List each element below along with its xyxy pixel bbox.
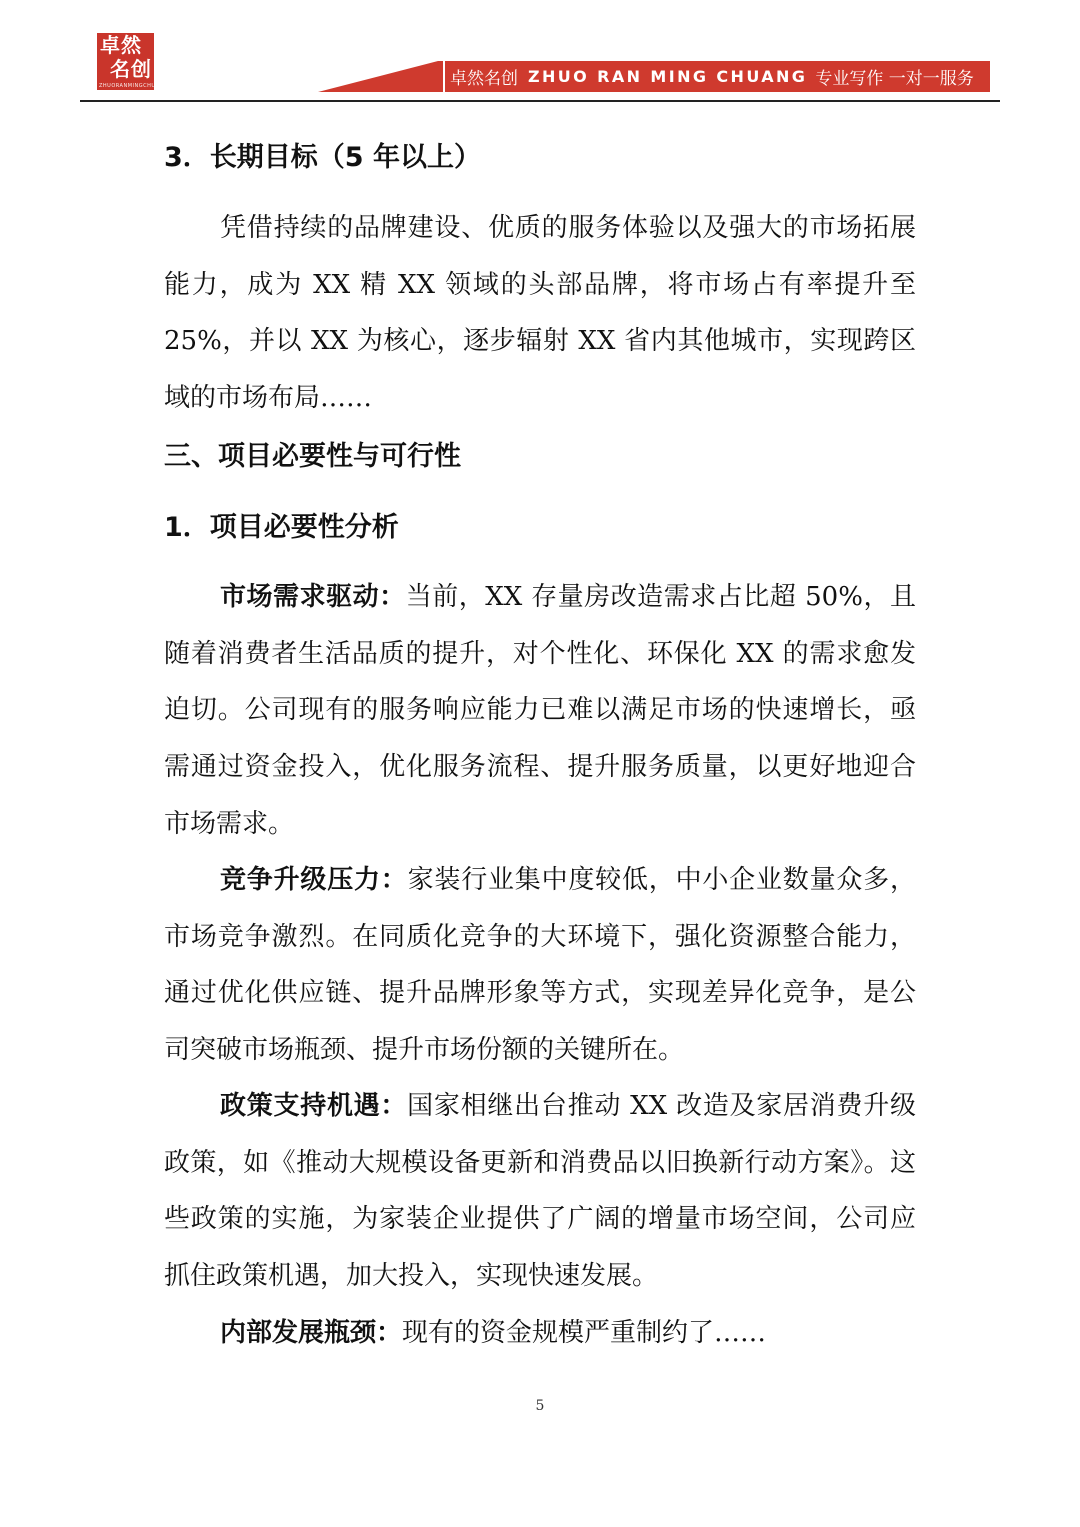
- header-brand-cn: 卓然名创: [450, 69, 518, 89]
- header-triangle-decoration: [318, 61, 438, 92]
- policy-text: 国家相继出台推动 XX 改造及家居消费升级政策，如《推动大规模设备更新和消费品以旧换新行动方案》。这些政策的实施，为家装企业提供了广阔的增量市场空间，公司应抓住政策机遇，加大投入，实现快速发展。: [164, 1091, 916, 1292]
- brand-logo: [97, 33, 169, 90]
- competition-text: 家装行业集中度较低，中小企业数量众多，市场竞争激烈。在同质化竞争的大环境下，强化资源整合能力，通过优化供应链、提升品牌形象等方式，实现差异化竞争，是公司突破市场瓶颈、提升市场份额的关键所在。: [164, 865, 916, 1066]
- necessity-analysis-heading: 1．项目必要性分析: [164, 512, 399, 543]
- market-demand-label: 市场需求驱动：: [220, 582, 406, 612]
- internal-bottleneck-label: 内部发展瓶颈：: [220, 1318, 403, 1348]
- logo-line-1: 卓然: [100, 33, 142, 57]
- market-demand-paragraph: [164, 569, 916, 853]
- competition-paragraph: [164, 852, 916, 1079]
- long-term-goal-paragraph: 凭借持续的品牌建设、优质的服务体验以及强大的市场拓展能力，成为 XX 精 XX 领域的头部品牌，将市场占有率提升至 25%，并以 XX 为核心，逐步辐射 XX 省内其他城市，实现跨区域的市场布局……: [164, 213, 916, 414]
- policy-label: 政策支持机遇：: [220, 1091, 408, 1121]
- header-divider: [80, 100, 1000, 102]
- header-stripe-decoration: [443, 61, 445, 92]
- logo-line-2: 名创: [110, 57, 152, 81]
- page-number: 5: [535, 1398, 545, 1414]
- policy-paragraph: [164, 1078, 916, 1305]
- internal-bottleneck-paragraph: [164, 1305, 916, 1362]
- section-three-heading: 三、项目必要性与可行性: [164, 441, 461, 472]
- competition-label: 竞争升级压力：: [220, 865, 408, 895]
- logo-subtext: ZHUORANMINGCHUANG: [99, 83, 169, 89]
- internal-bottleneck-text: 现有的资金规模严重制约了……: [402, 1318, 767, 1348]
- long-term-goal-heading: 3．长期目标（5 年以上）: [164, 142, 481, 173]
- header-banner: [438, 61, 990, 92]
- header-brand-en: ZHUO RAN MING CHUANG: [528, 67, 808, 86]
- market-demand-text: 当前，XX 存量房改造需求占比超 50%，且随着消费者生活品质的提升，对个性化、环保化 XX 的需求愈发迫切。公司现有的服务响应能力已难以满足市场的快速增长，亟需通过资金投入，优化服务流程、提升服务质量，以更好地迎合市场需求。: [164, 582, 916, 839]
- header-service-text: 专业写作 一对一服务: [815, 69, 974, 89]
